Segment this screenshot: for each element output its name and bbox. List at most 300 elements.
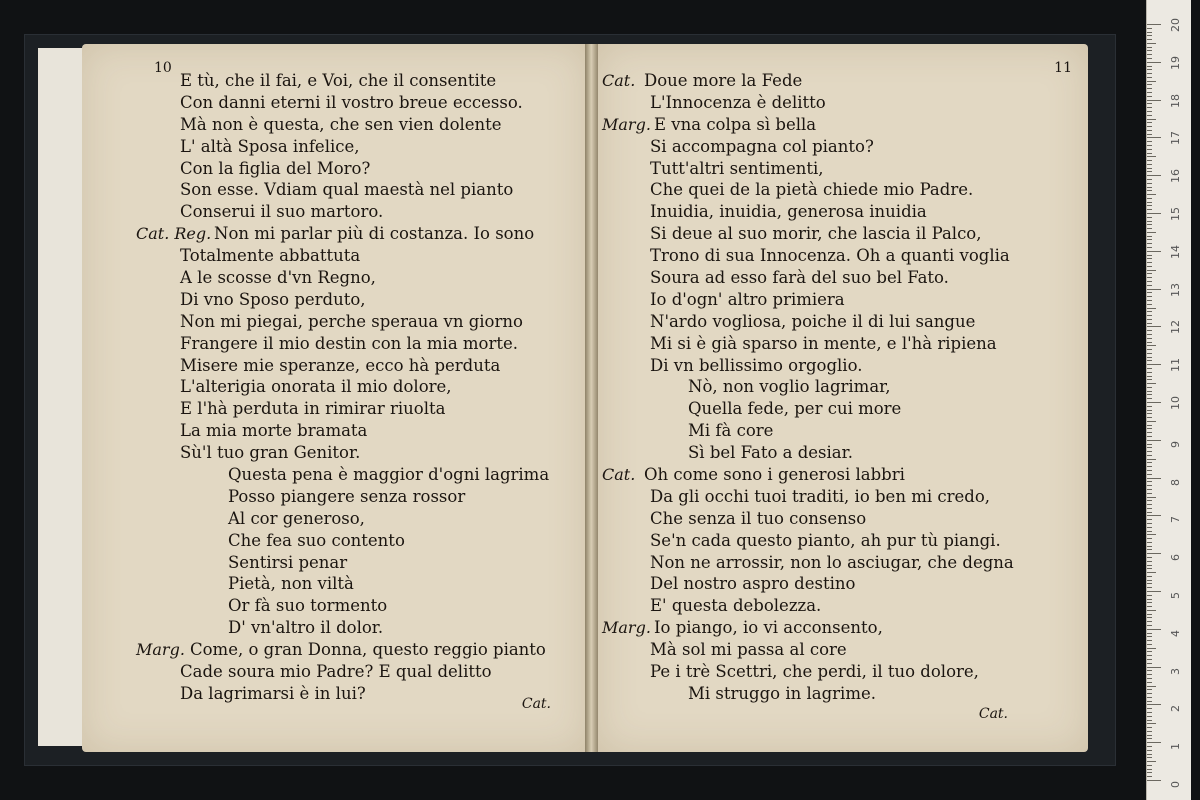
ruler-tick [1147, 194, 1156, 195]
line-text: Mi struggo in lagrime. [688, 683, 876, 703]
line-text: A le scosse d'vn Regno, [180, 268, 376, 288]
line-text: Con la figlia del Moro? [180, 158, 371, 178]
ruler-tick [1147, 175, 1161, 176]
line-text: Pe i trè Scettri, che perdi, il tuo dolore, [650, 662, 979, 682]
ruler-tick [1147, 708, 1152, 709]
ruler-tick [1147, 493, 1152, 494]
line-text: Da lagrimarsi è in lui? [180, 683, 366, 703]
ruler-tick [1147, 171, 1152, 172]
line-text: La mia morte bramata [180, 421, 368, 441]
ruler-tick [1147, 776, 1152, 777]
ruler-tick [1147, 54, 1152, 55]
line-text: Con danni eterni il vostro breue eccesso. [180, 92, 523, 112]
line-text: E tù, che il fai, e Voi, che il consentite [180, 71, 497, 90]
ruler-tick [1147, 202, 1152, 203]
ruler-label: 4 [1169, 629, 1182, 637]
ruler-tick [1147, 512, 1152, 513]
ruler-tick [1147, 610, 1156, 611]
speaker-label: Marg. [602, 114, 651, 134]
ruler-tick [1147, 523, 1152, 524]
speaker-label: Marg. [136, 640, 185, 660]
ruler-tick [1147, 553, 1161, 554]
ruler-tick [1147, 425, 1152, 426]
ruler-label: 15 [1169, 207, 1182, 221]
ruler-label: 20 [1169, 18, 1182, 32]
ruler-tick [1147, 228, 1152, 229]
text-line [82, 114, 587, 136]
ruler-tick [1147, 292, 1152, 293]
ruler-tick [1147, 39, 1152, 40]
text-line [82, 92, 587, 114]
ruler-label: 10 [1169, 396, 1182, 410]
line-text: Si accompagna col pianto? [650, 136, 874, 156]
ruler-tick [1147, 455, 1152, 456]
line-text: Son esse. Vdiam qual maestà nel pianto [180, 180, 514, 200]
ruler-tick [1147, 345, 1156, 346]
ruler-tick [1147, 134, 1152, 135]
ruler-tick [1147, 92, 1152, 93]
ruler-tick [1147, 357, 1152, 358]
ruler-tick [1147, 119, 1156, 120]
ruler-tick [1147, 349, 1152, 350]
ruler-label: 5 [1169, 592, 1182, 599]
ruler-tick [1147, 644, 1152, 645]
ruler-tick [1147, 308, 1156, 309]
text-line [598, 223, 1088, 245]
text-line [82, 683, 587, 705]
text-line [82, 508, 587, 530]
text-line [598, 92, 1088, 114]
line-text: Sì bel Fato a desiar. [688, 443, 853, 463]
ruler-tick [1147, 485, 1152, 486]
text-line [82, 311, 587, 333]
ruler-tick [1147, 765, 1152, 766]
text-block [82, 70, 587, 705]
ruler-tick [1147, 270, 1156, 271]
text-line [82, 179, 587, 201]
text-line [598, 617, 1088, 639]
ruler-tick [1147, 667, 1161, 668]
ruler-tick [1147, 413, 1152, 414]
ruler-tick [1147, 428, 1152, 429]
line-text: N'ardo vogliosa, poiche il di lui sangue [650, 311, 976, 331]
ruler-tick [1147, 625, 1152, 626]
ruler-tick [1147, 247, 1152, 248]
ruler-tick [1147, 406, 1152, 407]
ruler-tick [1147, 88, 1152, 89]
ruler-label: 1 [1169, 743, 1182, 751]
speaker-label: Cat. [602, 71, 636, 90]
line-text: L'Innocenza è delitto [650, 92, 826, 112]
line-text: Di vno Sposo perduto, [180, 289, 366, 309]
ruler-tick [1147, 289, 1161, 290]
text-line [82, 398, 587, 420]
ruler-tick [1147, 334, 1152, 335]
text-line [598, 245, 1088, 267]
ruler-tick [1147, 156, 1156, 157]
ruler-tick [1147, 304, 1152, 305]
text-line [598, 158, 1088, 180]
text-line [82, 464, 587, 486]
ruler-tick [1147, 761, 1156, 762]
ruler-tick [1147, 311, 1152, 312]
text-line [82, 639, 587, 661]
ruler-tick [1147, 164, 1152, 165]
ruler-tick [1147, 606, 1152, 607]
text-line [598, 530, 1088, 552]
ruler-tick [1147, 187, 1152, 188]
text-line [82, 267, 587, 289]
ruler-tick [1147, 50, 1152, 51]
ruler-tick [1147, 145, 1152, 146]
left-page [82, 44, 587, 752]
ruler-tick [1147, 66, 1152, 67]
ruler-tick [1147, 372, 1152, 373]
ruler-tick [1147, 557, 1152, 558]
ruler-tick [1147, 285, 1152, 286]
ruler-label: 19 [1169, 55, 1182, 70]
ruler-tick [1147, 693, 1152, 694]
line-text: Sentirsi penar [228, 552, 348, 572]
ruler-tick [1147, 421, 1156, 422]
ruler-tick [1147, 474, 1152, 475]
ruler-tick [1147, 342, 1152, 343]
ruler-tick [1147, 130, 1152, 131]
ruler-tick [1147, 319, 1152, 320]
ruler-tick [1147, 126, 1152, 127]
ruler-tick [1147, 300, 1152, 301]
text-line [598, 70, 1088, 92]
ruler-tick [1147, 115, 1152, 116]
speaker-label: Cat. Reg. [136, 224, 212, 244]
ruler-tick [1147, 697, 1152, 698]
ruler-tick [1147, 24, 1161, 25]
ruler-tick [1147, 326, 1161, 327]
ruler-label: 9 [1169, 440, 1182, 448]
text-line [598, 639, 1088, 661]
ruler-tick [1147, 77, 1152, 78]
ruler-tick [1147, 504, 1152, 505]
ruler-tick [1147, 179, 1152, 180]
text-line [82, 573, 587, 595]
ruler-tick [1147, 663, 1152, 664]
ruler-tick [1147, 368, 1152, 369]
ruler-tick [1147, 466, 1152, 467]
text-line [82, 70, 587, 92]
text-block [598, 70, 1088, 705]
ruler-tick [1147, 417, 1152, 418]
text-line [82, 442, 587, 464]
text-line [598, 442, 1088, 464]
text-line [82, 333, 587, 355]
ruler-tick [1147, 742, 1161, 743]
ruler-tick [1147, 459, 1156, 460]
ruler-tick [1147, 538, 1152, 539]
ruler-tick [1147, 190, 1152, 191]
ruler-tick [1147, 100, 1161, 101]
page-number: 10 [154, 60, 172, 76]
catchword: Cat. [521, 696, 551, 712]
line-text: Se'n cada questo pianto, ah pur tù piangi. [650, 530, 1001, 550]
text-line [598, 333, 1088, 355]
book-gutter [585, 44, 599, 752]
ruler-tick [1147, 62, 1161, 63]
text-line [598, 355, 1088, 377]
measuring-ruler [1146, 0, 1191, 800]
ruler-tick [1147, 704, 1161, 705]
line-text: Conserui il suo martoro. [180, 202, 384, 222]
line-text: Mà non è questa, che sen vien dolente [180, 114, 502, 134]
ruler-label: 13 [1169, 282, 1182, 297]
text-line [598, 595, 1088, 617]
ruler-tick [1147, 243, 1152, 244]
ruler-tick [1147, 689, 1152, 690]
ruler-tick [1147, 315, 1152, 316]
text-line [598, 114, 1088, 136]
ruler-tick [1147, 720, 1152, 721]
text-line [82, 552, 587, 574]
ruler-tick [1147, 107, 1152, 108]
line-text: E vna colpa sì bella [654, 114, 817, 134]
ruler-tick [1147, 447, 1152, 448]
ruler-label: 17 [1169, 131, 1182, 146]
ruler-tick [1147, 746, 1152, 747]
text-line [82, 376, 587, 398]
speaker-label: Cat. [602, 465, 636, 485]
text-line [598, 311, 1088, 333]
ruler-tick [1147, 655, 1152, 656]
ruler-tick [1147, 508, 1152, 509]
ruler-label: 0 [1169, 781, 1182, 788]
ruler-tick [1147, 470, 1152, 471]
line-text: Mi fà core [688, 421, 774, 441]
ruler-tick [1147, 497, 1156, 498]
ruler-tick [1147, 73, 1152, 74]
ruler-tick [1147, 149, 1152, 150]
text-line [82, 486, 587, 508]
ruler-tick [1147, 266, 1152, 267]
ruler-tick [1147, 542, 1152, 543]
line-text: Posso piangere senza rossor [228, 486, 466, 506]
ruler-tick [1147, 43, 1156, 44]
ruler-tick [1147, 640, 1152, 641]
line-text: Mà sol mi passa al core [650, 640, 847, 660]
text-line [598, 552, 1088, 574]
text-line [82, 530, 587, 552]
ruler-tick [1147, 160, 1152, 161]
ruler-tick [1147, 527, 1152, 528]
ruler-tick [1147, 32, 1152, 33]
ruler-tick [1147, 648, 1156, 649]
text-line [598, 683, 1088, 705]
line-text: Trono di sua Innocenza. Oh a quanti voglia [650, 246, 1010, 266]
line-text: Cade soura mio Padre? E qual delitto [180, 662, 492, 682]
line-text: Or fà suo tormento [228, 596, 388, 616]
ruler-tick [1147, 712, 1152, 713]
line-text: Misere mie speranze, ecco hà perduta [180, 355, 501, 375]
text-line [82, 595, 587, 617]
ruler-tick [1147, 451, 1152, 452]
line-text: D' vn'altro il dolor. [228, 618, 384, 638]
ruler-tick [1147, 296, 1152, 297]
ruler-label: 3 [1169, 667, 1182, 675]
line-text: Questa pena è maggior d'ogni lagrima [228, 465, 550, 485]
ruler-tick [1147, 674, 1152, 675]
text-line [598, 420, 1088, 442]
ruler-tick [1147, 137, 1161, 138]
line-text: Al cor generoso, [228, 508, 365, 528]
ruler-tick [1147, 478, 1161, 479]
ruler-tick [1147, 678, 1152, 679]
ruler-tick [1147, 198, 1152, 199]
ruler-tick [1147, 398, 1152, 399]
text-line [598, 201, 1088, 223]
ruler-label: 8 [1169, 478, 1182, 486]
text-line [82, 420, 587, 442]
ruler-tick [1147, 701, 1152, 702]
ruler-tick [1147, 583, 1152, 584]
ruler-tick [1147, 35, 1152, 36]
ruler-tick [1147, 379, 1152, 380]
ruler-tick [1147, 410, 1152, 411]
text-line [598, 289, 1088, 311]
line-text: Come, o gran Donna, questo reggio pianto [190, 640, 546, 660]
ruler-tick [1147, 205, 1152, 206]
text-line [82, 289, 587, 311]
ruler-tick [1147, 599, 1152, 600]
ruler-tick [1147, 255, 1152, 256]
ruler-tick [1147, 769, 1152, 770]
ruler-tick [1147, 686, 1156, 687]
ruler-tick [1147, 217, 1152, 218]
ruler-tick [1147, 682, 1152, 683]
ruler-tick [1147, 323, 1152, 324]
line-text: Frangere il mio destin con la mia morte. [180, 333, 519, 353]
ruler-label: 18 [1169, 93, 1182, 108]
ruler-tick [1147, 141, 1152, 142]
line-text: E' questa debolezza. [650, 596, 822, 616]
ruler-tick [1147, 568, 1152, 569]
ruler-tick [1147, 519, 1152, 520]
ruler-tick [1147, 738, 1152, 739]
ruler-tick [1147, 338, 1152, 339]
speaker-label: Marg. [602, 618, 651, 638]
catchword: Cat. [978, 706, 1008, 722]
ruler-tick [1147, 716, 1152, 717]
ruler-tick [1147, 651, 1152, 652]
text-line [598, 464, 1088, 486]
ruler-tick [1147, 735, 1152, 736]
text-line [598, 398, 1088, 420]
line-text: Da gli occhi tuoi traditi, io ben mi credo, [650, 486, 990, 506]
line-text: Nò, non voglio lagrimar, [688, 377, 891, 397]
line-text: Non ne arrossir, non lo asciugar, che degna [650, 552, 1014, 572]
line-text: Inuidia, inuidia, generosa inuidia [650, 202, 927, 222]
line-text: Non mi parlar più di costanza. Io sono [214, 224, 535, 244]
ruler-tick [1147, 183, 1152, 184]
ruler-tick [1147, 727, 1152, 728]
ruler-tick [1147, 546, 1152, 547]
ruler-tick [1147, 750, 1152, 751]
ruler-tick [1147, 122, 1152, 123]
ruler-tick [1147, 772, 1152, 773]
ruler-label: 2 [1169, 705, 1182, 713]
ruler-tick [1147, 153, 1152, 154]
ruler-tick [1147, 659, 1152, 660]
ruler-tick [1147, 103, 1152, 104]
text-line [598, 661, 1088, 683]
ruler-label: 7 [1169, 516, 1182, 524]
text-line [598, 376, 1088, 398]
page-number: 11 [1054, 60, 1072, 76]
right-page [598, 44, 1088, 752]
line-text: Doue more la Fede [644, 71, 803, 90]
ruler-tick [1147, 224, 1152, 225]
ruler-tick [1147, 209, 1152, 210]
ruler-tick [1147, 221, 1152, 222]
ruler-tick [1147, 565, 1152, 566]
ruler-label: 6 [1169, 554, 1182, 562]
ruler-tick [1147, 232, 1156, 233]
ruler-tick [1147, 500, 1152, 501]
ruler-tick [1147, 47, 1152, 48]
line-text: Quella fede, per cui more [688, 399, 902, 419]
ruler-label: 16 [1169, 169, 1182, 184]
ruler-tick [1147, 602, 1152, 603]
text-line [82, 158, 587, 180]
ruler-tick [1147, 587, 1152, 588]
ruler-label: 12 [1169, 320, 1182, 335]
ruler-tick [1147, 239, 1152, 240]
text-line [598, 179, 1088, 201]
ruler-tick [1147, 436, 1152, 437]
text-line [82, 355, 587, 377]
ruler-tick [1147, 629, 1161, 630]
text-line [82, 201, 587, 223]
ruler-tick [1147, 84, 1152, 85]
text-line [82, 136, 587, 158]
line-text: Si deue al suo morir, che lascia il Palco, [650, 224, 982, 244]
ruler-label: 11 [1169, 358, 1182, 373]
ruler-tick [1147, 515, 1161, 516]
ruler-tick [1147, 360, 1152, 361]
ruler-tick [1147, 633, 1152, 634]
ruler-tick [1147, 387, 1152, 388]
text-line [598, 508, 1088, 530]
ruler-tick [1147, 69, 1152, 70]
text-line [598, 486, 1088, 508]
ruler-tick [1147, 236, 1152, 237]
text-line [82, 223, 587, 245]
text-line [82, 617, 587, 639]
ruler-tick [1147, 251, 1161, 252]
ruler-tick [1147, 489, 1152, 490]
line-text: Che fea suo contento [228, 530, 405, 550]
line-text: Mi si è già sparso in mente, e l'hà ripiena [650, 333, 997, 353]
ruler-tick [1147, 273, 1152, 274]
ruler-tick [1147, 580, 1152, 581]
text-line [598, 573, 1088, 595]
ruler-tick [1147, 258, 1152, 259]
line-text: Oh come sono i generosi labbri [644, 465, 905, 485]
ruler-tick [1147, 462, 1152, 463]
line-text: Io piango, io vi acconsento, [654, 618, 883, 638]
line-text: L'alterigia onorata il mio dolore, [180, 377, 452, 397]
ruler-tick [1147, 402, 1161, 403]
ruler-tick [1147, 572, 1156, 573]
ruler-tick [1147, 636, 1152, 637]
ruler-tick [1147, 549, 1152, 550]
